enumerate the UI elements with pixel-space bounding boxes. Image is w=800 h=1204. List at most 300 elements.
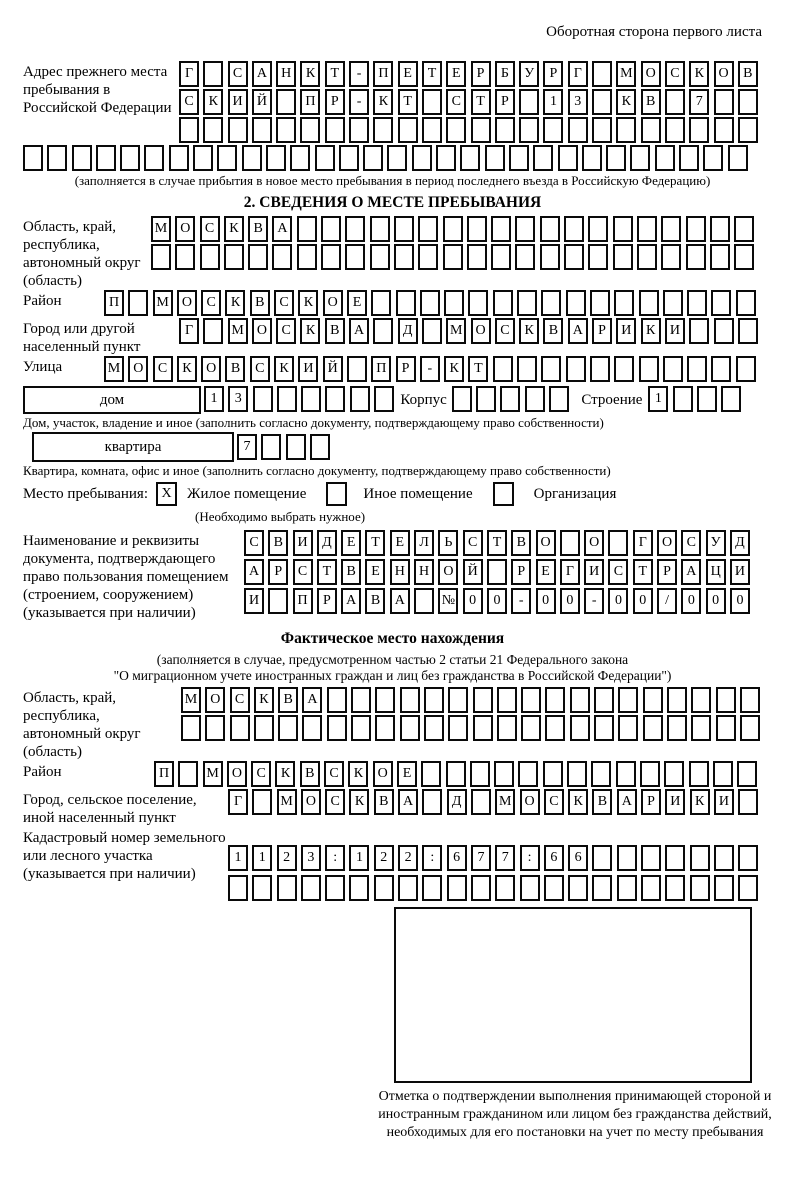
- char-cell: [545, 715, 565, 741]
- char-cell: 0: [681, 588, 701, 614]
- char-cell: [679, 145, 699, 171]
- stay-option-checkbox-other: [326, 482, 347, 506]
- char-cell: [315, 145, 335, 171]
- char-cell: [460, 145, 480, 171]
- char-cell: [711, 290, 731, 316]
- char-cell: [286, 434, 306, 460]
- char-cell: [570, 687, 590, 713]
- char-cell: О: [714, 61, 734, 87]
- char-cell: [487, 559, 507, 585]
- char-cell: О: [205, 687, 225, 713]
- page-side-note: Оборотная сторона первого листа: [546, 24, 762, 40]
- char-cell: [420, 290, 440, 316]
- char-cell: [374, 386, 394, 412]
- char-cell: [560, 530, 580, 556]
- char-cell: С: [201, 290, 221, 316]
- char-cell: [345, 244, 365, 270]
- char-cell: [549, 386, 569, 412]
- char-cell: [301, 386, 321, 412]
- char-cell: [494, 761, 514, 787]
- char-cell: [614, 290, 634, 316]
- char-cell: [297, 216, 317, 242]
- char-cell: [617, 875, 637, 901]
- char-cell: [491, 244, 511, 270]
- char-cell: [349, 117, 369, 143]
- char-cell: [568, 117, 588, 143]
- char-cell: С: [228, 61, 248, 87]
- char-cell: [327, 715, 347, 741]
- char-cell: [253, 386, 273, 412]
- city-label: Город или другой населенный пункт: [23, 321, 141, 355]
- char-cell: Т: [468, 356, 488, 382]
- char-cell: Б: [495, 61, 515, 87]
- house-row: [23, 386, 762, 414]
- char-cell: [665, 845, 685, 871]
- char-cell: 0: [536, 588, 556, 614]
- char-cell: К: [568, 789, 588, 815]
- char-cell: [252, 117, 272, 143]
- char-cell: В: [225, 356, 245, 382]
- char-cell: [169, 145, 189, 171]
- char-cell: Ь: [438, 530, 458, 556]
- char-cell: [448, 715, 468, 741]
- char-cell: [721, 386, 741, 412]
- char-cell: С: [325, 789, 345, 815]
- char-cell: И: [616, 318, 636, 344]
- char-cell: [374, 875, 394, 901]
- char-cell: П: [373, 61, 393, 87]
- char-cell: О: [438, 559, 458, 585]
- char-cell: [533, 145, 553, 171]
- char-cell: [716, 687, 736, 713]
- char-cell: [277, 875, 297, 901]
- char-cell: 1: [648, 386, 668, 412]
- char-cell: [205, 715, 225, 741]
- char-cell: В: [592, 789, 612, 815]
- char-cell: О: [252, 318, 272, 344]
- char-cell: [422, 117, 442, 143]
- char-cell: [690, 875, 710, 901]
- house-box: дом: [23, 386, 201, 414]
- actual-location-note-2: "О миграционном учете иностранных граждан и лиц без гражданства в Российской Федерации"): [113, 668, 672, 683]
- document-line-2: [244, 559, 754, 585]
- char-cell: [497, 687, 517, 713]
- char-cell: [541, 290, 561, 316]
- char-cell: Е: [347, 290, 367, 316]
- char-cell: [661, 216, 681, 242]
- char-cell: [495, 875, 515, 901]
- char-cell: [515, 216, 535, 242]
- char-cell: А: [244, 559, 264, 585]
- prev-address-section: [23, 61, 762, 145]
- char-cell: А: [341, 588, 361, 614]
- char-cell: [689, 318, 709, 344]
- char-cell: [181, 715, 201, 741]
- char-cell: [493, 356, 513, 382]
- char-cell: М: [181, 687, 201, 713]
- street-row: [23, 356, 762, 384]
- char-cell: 0: [608, 588, 628, 614]
- char-cell: [640, 761, 660, 787]
- document-line-3: [244, 588, 754, 614]
- fact-district-row: [23, 761, 762, 789]
- char-cell: [567, 761, 587, 787]
- street-label: Улица: [23, 359, 63, 375]
- char-cell: [714, 845, 734, 871]
- char-cell: 3: [568, 89, 588, 115]
- char-cell: В: [365, 588, 385, 614]
- char-cell: [422, 875, 442, 901]
- char-cell: Т: [398, 89, 418, 115]
- char-cell: [422, 789, 442, 815]
- char-cell: К: [225, 290, 245, 316]
- char-cell: В: [250, 290, 270, 316]
- char-cell: [254, 715, 274, 741]
- char-cell: И: [584, 559, 604, 585]
- region-grid: [151, 216, 758, 272]
- char-cell: [224, 244, 244, 270]
- char-cell: [470, 761, 490, 787]
- char-cell: [396, 290, 416, 316]
- char-cell: А: [398, 789, 418, 815]
- char-cell: [588, 244, 608, 270]
- char-cell: [736, 356, 756, 382]
- document-row: [23, 530, 762, 622]
- char-cell: 1: [543, 89, 563, 115]
- char-cell: [203, 318, 223, 344]
- char-cell: [373, 318, 393, 344]
- char-cell: [643, 715, 663, 741]
- char-cell: [655, 145, 675, 171]
- char-cell: [618, 715, 638, 741]
- char-cell: С: [179, 89, 199, 115]
- char-cell: [471, 789, 491, 815]
- char-cell: М: [495, 789, 515, 815]
- char-cell: В: [341, 559, 361, 585]
- char-cell: [665, 875, 685, 901]
- char-cell: [436, 145, 456, 171]
- cadastral-grid: [228, 827, 763, 903]
- char-cell: [608, 530, 628, 556]
- char-cell: [521, 715, 541, 741]
- char-cell: [268, 588, 288, 614]
- char-cell: [520, 875, 540, 901]
- char-cell: [128, 290, 148, 316]
- char-cell: 1: [204, 386, 224, 412]
- section2-title: 2. СВЕДЕНИЯ О МЕСТЕ ПРЕБЫВАНИЯ: [243, 194, 542, 211]
- char-cell: [297, 244, 317, 270]
- char-cell: О: [323, 290, 343, 316]
- char-cell: [592, 89, 612, 115]
- char-cell: [590, 290, 610, 316]
- char-cell: А: [349, 318, 369, 344]
- char-cell: 2: [277, 845, 297, 871]
- char-cell: [468, 290, 488, 316]
- char-cell: [200, 244, 220, 270]
- char-cell: [641, 117, 661, 143]
- char-cell: В: [543, 318, 563, 344]
- char-cell: [515, 244, 535, 270]
- char-cell: [543, 117, 563, 143]
- cadastral-row: [23, 827, 762, 903]
- char-cell: 3: [301, 845, 321, 871]
- char-cell: [370, 244, 390, 270]
- char-cell: [272, 244, 292, 270]
- char-cell: [497, 715, 517, 741]
- char-cell: [276, 89, 296, 115]
- char-cell: [521, 687, 541, 713]
- char-cell: [734, 244, 754, 270]
- char-cell: Н: [276, 61, 296, 87]
- char-cell: Е: [390, 530, 410, 556]
- char-cell: [740, 687, 760, 713]
- char-cell: Р: [543, 61, 563, 87]
- char-cell: У: [519, 61, 539, 87]
- char-cell: К: [177, 356, 197, 382]
- char-cell: Е: [398, 61, 418, 87]
- char-cell: [23, 145, 43, 171]
- char-cell: [738, 117, 758, 143]
- actual-location-note-1: (заполняется в случае, предусмотренном частью 2 статьи 21 Федерального закона: [156, 652, 629, 667]
- char-cell: Р: [657, 559, 677, 585]
- prev-address-note: (заполняется в случае прибытия в новое место пребывания в период последнего въезда в Российскую Федерацию): [74, 173, 711, 188]
- char-cell: О: [301, 789, 321, 815]
- char-cell: М: [203, 761, 223, 787]
- char-cell: С: [446, 89, 466, 115]
- char-cell: [394, 216, 414, 242]
- char-cell: [673, 386, 693, 412]
- char-cell: [370, 216, 390, 242]
- fact-region-grid: [181, 687, 764, 743]
- char-cell: О: [201, 356, 221, 382]
- char-cell: [616, 761, 636, 787]
- char-cell: П: [293, 588, 313, 614]
- char-cell: [175, 244, 195, 270]
- char-cell: К: [300, 318, 320, 344]
- char-cell: [540, 216, 560, 242]
- char-cell: [591, 761, 611, 787]
- char-cell: Н: [414, 559, 434, 585]
- char-cell: К: [274, 356, 294, 382]
- char-cell: Л: [414, 530, 434, 556]
- char-cell: К: [300, 61, 320, 87]
- char-cell: А: [681, 559, 701, 585]
- char-cell: [400, 715, 420, 741]
- char-cell: Д: [317, 530, 337, 556]
- char-cell: [738, 89, 758, 115]
- document-line-1: [244, 530, 754, 556]
- char-cell: [485, 145, 505, 171]
- char-cell: К: [349, 789, 369, 815]
- char-cell: [467, 216, 487, 242]
- char-cell: [261, 434, 281, 460]
- char-cell: 0: [633, 588, 653, 614]
- char-cell: О: [584, 530, 604, 556]
- korpus-cells: [452, 386, 573, 412]
- char-cell: [398, 117, 418, 143]
- char-cell: Р: [325, 89, 345, 115]
- char-cell: С: [200, 216, 220, 242]
- prev-address-line-3: [179, 117, 762, 143]
- apartment-box: квартира: [32, 432, 234, 462]
- char-cell: И: [730, 559, 750, 585]
- char-cell: [637, 244, 657, 270]
- char-cell: В: [300, 761, 320, 787]
- char-cell: [714, 318, 734, 344]
- char-cell: Г: [179, 61, 199, 87]
- char-cell: В: [325, 318, 345, 344]
- char-cell: [690, 845, 710, 871]
- char-cell: [703, 145, 723, 171]
- char-cell: И: [293, 530, 313, 556]
- char-cell: М: [616, 61, 636, 87]
- char-cell: Р: [641, 789, 661, 815]
- char-cell: [339, 145, 359, 171]
- char-cell: [544, 875, 564, 901]
- char-cell: [375, 687, 395, 713]
- char-cell: М: [104, 356, 124, 382]
- char-cell: [443, 216, 463, 242]
- char-cell: [613, 216, 633, 242]
- char-cell: [545, 687, 565, 713]
- char-cell: [617, 845, 637, 871]
- fact-district-line: [154, 761, 761, 787]
- char-cell: 2: [398, 845, 418, 871]
- char-cell: [714, 875, 734, 901]
- char-cell: [686, 216, 706, 242]
- char-cell: [566, 290, 586, 316]
- stay-type-label: Место пребывания:: [23, 485, 148, 502]
- char-cell: -: [349, 61, 369, 87]
- char-cell: А: [617, 789, 637, 815]
- char-cell: [266, 145, 286, 171]
- stay-type-row: [23, 481, 762, 507]
- char-cell: К: [689, 61, 709, 87]
- char-cell: [614, 356, 634, 382]
- char-cell: [710, 216, 730, 242]
- char-cell: [349, 875, 369, 901]
- char-cell: [738, 318, 758, 344]
- char-cell: О: [128, 356, 148, 382]
- form-page: [0, 24, 800, 1142]
- char-cell: [252, 789, 272, 815]
- fact-city-label: Город, сельское поселение, иной населенный пункт: [23, 792, 197, 826]
- char-cell: [448, 687, 468, 713]
- char-cell: [72, 145, 92, 171]
- char-cell: [713, 761, 733, 787]
- char-cell: Е: [446, 61, 466, 87]
- char-cell: Т: [365, 530, 385, 556]
- char-cell: Г: [560, 559, 580, 585]
- char-cell: [582, 145, 602, 171]
- char-cell: О: [657, 530, 677, 556]
- stay-option-checkbox-residential: X: [156, 482, 177, 506]
- char-cell: [179, 117, 199, 143]
- char-cell: [300, 117, 320, 143]
- confirmation-stamp-box: [394, 907, 752, 1083]
- char-cell: [473, 715, 493, 741]
- apartment-row: [23, 432, 762, 462]
- char-cell: [452, 386, 472, 412]
- char-cell: [738, 845, 758, 871]
- char-cell: -: [511, 588, 531, 614]
- char-cell: К: [373, 89, 393, 115]
- char-cell: К: [690, 789, 710, 815]
- house-note: Дом, участок, владение и иное (заполнить согласно документу, подтверждающему право собственности): [23, 415, 604, 430]
- char-cell: [310, 434, 330, 460]
- char-cell: [689, 761, 709, 787]
- char-cell: [242, 145, 262, 171]
- char-cell: [248, 244, 268, 270]
- char-cell: С: [665, 61, 685, 87]
- char-cell: [728, 145, 748, 171]
- char-cell: [120, 145, 140, 171]
- region-label: Область, край, республика, автономный округ (область): [23, 219, 141, 289]
- char-cell: [716, 715, 736, 741]
- char-cell: [321, 244, 341, 270]
- stay-option-checkbox-organization: [493, 482, 514, 506]
- char-cell: 1: [228, 845, 248, 871]
- apartment-cells: [237, 432, 334, 460]
- char-cell: [616, 117, 636, 143]
- char-cell: Р: [592, 318, 612, 344]
- char-cell: 0: [560, 588, 580, 614]
- char-cell: Р: [471, 61, 491, 87]
- korpus-label: Корпус: [400, 392, 447, 408]
- char-cell: 1: [252, 845, 272, 871]
- char-cell: [736, 290, 756, 316]
- char-cell: [606, 145, 626, 171]
- char-cell: [277, 386, 297, 412]
- char-cell: К: [616, 89, 636, 115]
- char-cell: С: [276, 318, 296, 344]
- fact-city-line: [228, 789, 763, 815]
- stay-option-label-other: Иное помещение: [363, 485, 473, 502]
- prev-address-line-4: [23, 145, 762, 171]
- char-cell: [540, 244, 560, 270]
- char-cell: [414, 588, 434, 614]
- char-cell: С: [495, 318, 515, 344]
- char-cell: [667, 687, 687, 713]
- char-cell: [643, 687, 663, 713]
- char-cell: [518, 761, 538, 787]
- char-cell: Т: [471, 89, 491, 115]
- char-cell: Т: [422, 61, 442, 87]
- char-cell: [592, 117, 612, 143]
- char-cell: [193, 145, 213, 171]
- char-cell: О: [471, 318, 491, 344]
- char-cell: [351, 715, 371, 741]
- char-cell: [371, 290, 391, 316]
- char-cell: О: [373, 761, 393, 787]
- char-cell: [500, 386, 520, 412]
- char-cell: [618, 687, 638, 713]
- char-cell: [558, 145, 578, 171]
- char-cell: [665, 89, 685, 115]
- char-cell: [325, 875, 345, 901]
- char-cell: [476, 386, 496, 412]
- char-cell: [734, 216, 754, 242]
- stay-option-label-residential: Жилое помещение: [187, 485, 307, 502]
- char-cell: [568, 875, 588, 901]
- district-line: [104, 290, 760, 316]
- char-cell: И: [665, 318, 685, 344]
- char-cell: [400, 687, 420, 713]
- char-cell: [327, 687, 347, 713]
- char-cell: [588, 216, 608, 242]
- region-line-2: [151, 244, 758, 270]
- char-cell: [467, 244, 487, 270]
